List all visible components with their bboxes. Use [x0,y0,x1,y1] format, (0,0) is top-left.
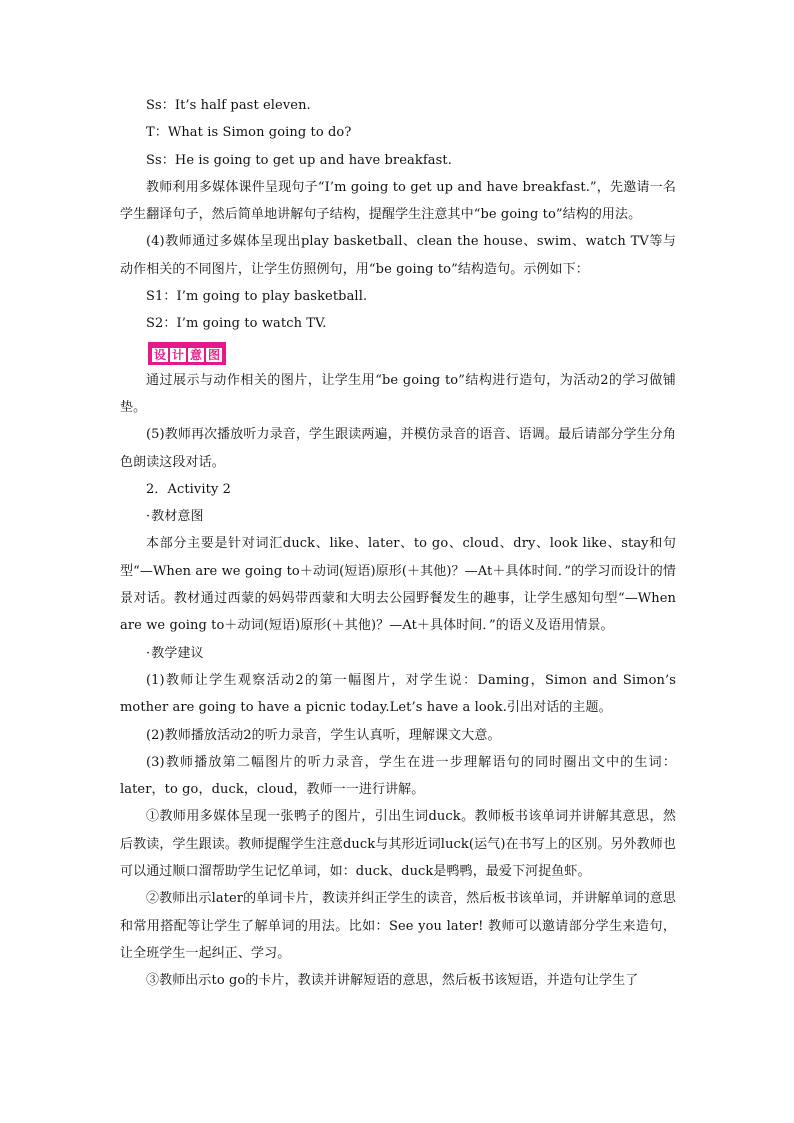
document-body [120,92,676,995]
paragraph: (2)教师播放活动2的听力录音，学生认真听，理解课文大意。 [146,727,501,743]
paragraph: (3)教师播放第二幅图片的听力录音，学生在进一步理解语句的同时圈出文中的生词：later，to go，duck，cloud，教师一一进行讲解。 [120,754,676,798]
subsection-heading: · 教学建议 [120,640,676,667]
dialogue-line: T：What is Simon going to do? [146,125,352,141]
paragraph: ②教师出示later的单词卡片，教读并纠正学生的读音，然后板书该单词，并讲解单词的意思和常用搭配等让学生了解单词的用法。比如：See you later! 教师可以邀请部分学生来造句，让全班学生一起纠正、学习。 [120,891,676,961]
badge-char: 计 [172,347,185,362]
dialogue-line: S2：I’m going to watch TV. [146,316,327,332]
dialogue-line: Ss：He is going to get up and have breakfast. [146,152,452,168]
paragraph: 本部分主要是针对词汇duck、like、later、to go、cloud、dry、look like、stay和句型“—When are we going to＋动词(短语)原形(＋其他)？—At＋具体时间．”的学习而设计的情景对话。教材通过西蒙的妈妈带西蒙和大明去公园野餐发生的趣事，让学生感知句型“—When are we going to＋动词(短语)原形(＋其他)？—At＋具体时间．”的语义及语用情景。 [120,536,676,634]
dialogue-line: Ss：It’s half past eleven. [146,98,311,113]
dialogue-line: S1：I’m going to play basketball. [146,289,368,305]
paragraph: 教师利用多媒体课件呈现句子“I’m going to get up and have breakfast.”，先邀请一名学生翻译句子，然后简单地讲解句子结构，提醒学生注意其中“be going to”结构的用法。 [120,179,676,223]
paragraph: (1)教师让学生观察活动2的第一幅图片，对学生说：Daming，Simon and Simon’s mother are going to have a picnic today.Let’s have a look.引出对话的主题。 [120,672,676,716]
badge-char: 设 [154,347,167,362]
badge-char: 图 [208,347,221,362]
paragraph: (4)教师通过多媒体呈现出play basketball、clean the house、swim、watch TV等与动作相关的不同图片，让学生仿照例句，用“be going to”结构造句。示例如下： [120,234,676,277]
subsection-heading: · 教材意图 [120,503,676,530]
paragraph: ③教师出示to go的卡片，教读并讲解短语的意思，然后板书该短语，并造句让学生了 [146,973,639,989]
design-intent-badge [148,342,226,365]
badge-char: 意 [190,347,203,362]
paragraph: 通过展示与动作相关的图片，让学生用“be going to”结构进行造句，为活动2的学习做铺垫。 [120,372,676,415]
paragraph: ①教师用多媒体呈现一张鸭子的图片，引出生词duck。教师板书该单词并讲解其意思，然后教读，学生跟读。教师提醒学生注意duck与其形近词luck(运气)在书写上的区别。另外教师也可以通过顺口溜帮助学生记忆单词，如：duck、duck是鸭鸭，最爱下河捉鱼虾。 [120,809,676,880]
paragraph: (5)教师再次播放听力录音，学生跟读两遍，并模仿录音的语音、语调。最后请部分学生分角色朗读这段对话。 [120,427,676,470]
section-heading: 2．Activity 2 [146,481,231,497]
